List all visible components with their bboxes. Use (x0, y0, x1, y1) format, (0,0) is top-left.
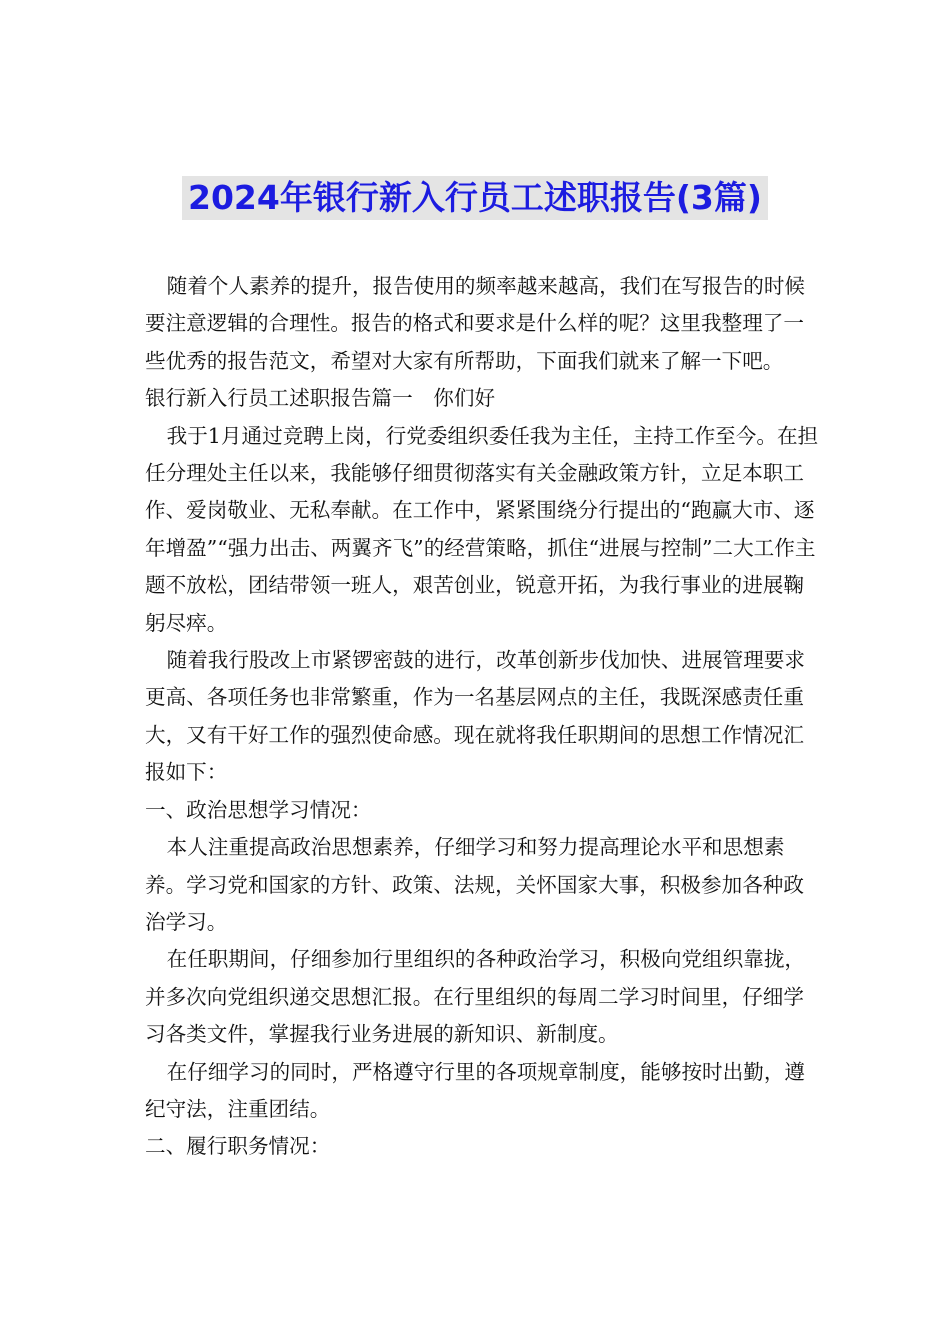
document-title: 2024年银行新入行员工述职报告(3篇) (182, 176, 768, 220)
subsection-heading-political: 一、政治思想学习情况： (145, 797, 372, 822)
body-paragraph: 随着我行股改上市紧锣密鼓的进行，改革创新步伐加快、进展管理要求更高、各项任务也非常繁重，作为一名基层网点的主任，我既深感责任重大，又有干好工作的强烈使命感。现在就将我任职期间的思想工作情况汇报如下： (145, 648, 806, 785)
title-container (0, 176, 950, 220)
subsection-heading-duties: 二、履行职务情况： (145, 1134, 331, 1159)
intro-paragraph: 随着个人素养的提升，报告使用的频率越来越高，我们在写报告的时候要注意逻辑的合理性。报告的格式和要求是什么样的呢？这里我整理了一些优秀的报告范文，希望对大家有所帮助，下面我们就来了解一下吧。 (145, 274, 806, 373)
body-paragraph: 本人注重提高政治思想素养，仔细学习和努力提高理论水平和思想素养。学习党和国家的方针、政策、法规，关怀国家大事，积极参加各种政治学习。 (145, 835, 804, 934)
body-paragraph: 在仔细学习的同时，严格遵守行里的各项规章制度，能够按时出勤，遵纪守法，注重团结。 (145, 1059, 806, 1121)
section-heading-part-one: 银行新入行员工述职报告篇一 你们好 (145, 386, 496, 411)
body-paragraph: 在任职期间，仔细参加行里组织的各种政治学习，积极向党组织靠拢，并多次向党组织递交思想汇报。在行里组织的每周二学习时间里，仔细学习各类文件，掌握我行业务进展的新知识、新制度。 (145, 947, 806, 1047)
document-body (145, 268, 823, 1166)
body-paragraph: 我于1月通过竞聘上岗，行党委组织委任我为主任，主持工作至今。在担任分理处主任以来，我能够仔细贯彻落实有关金融政策方针，立足本职工作、爱岗敬业、无私奉献。在工作中，紧紧围绕分行提出的“跑赢大市、逐年增盈”“强力出击、两翼齐飞”的经营策略，抓住“进展与控制”二大工作主题不放松，团结带领一班人，艰苦创业，锐意开拓，为我行事业的进展鞠躬尽瘁。 (145, 423, 819, 635)
